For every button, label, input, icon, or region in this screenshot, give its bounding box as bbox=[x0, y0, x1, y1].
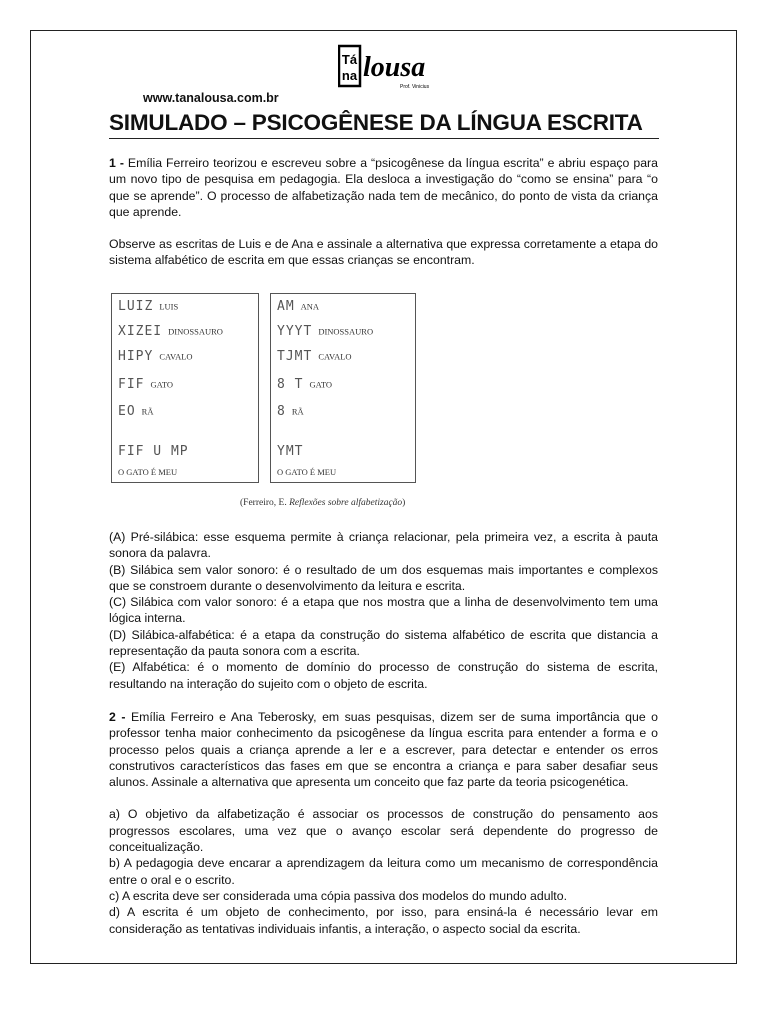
question-2-intro: 2 - Emília Ferreiro e Ana Teberosky, em suas pesquisas, dizem ser de suma importância que o professor tenha maior conhecimento da psicogênese da língua escrita para entender a forma e o processo pelos quais a criança aprende a ler e a escrever, para detectar e entender os erros construtivos característicos das fases em que se encontra a criança e para saber desafiar seus alunos. Assinale a alternativa que apresenta um conceito que faz parte da teoria psicogenética. bbox=[109, 710, 659, 790]
question-2-number: 2 - bbox=[109, 710, 126, 724]
option-b[interactable]: (B) Silábica sem valor sonoro: é o resultado de um dos esquemas mais importantes e complexos que se constroem durante o desenvolvimento da leitura e escrita. bbox=[109, 562, 658, 593]
title-divider bbox=[109, 138, 659, 139]
option-b[interactable]: b) A pedagogia deve encarar a aprendizagem da leitura como um mecanismo de correspondência entre o oral e o escrito. bbox=[109, 856, 658, 887]
figure-row: EO RÃ bbox=[118, 404, 154, 419]
option-a[interactable]: (A) Pré-silábica: esse esquema permite à criança relacionar, pela primeira vez, a escrita à pauta sonora da palavra. bbox=[109, 530, 658, 561]
question-1-prompt: Observe as escritas de Luis e de Ana e assinale a alternativa que expressa corretamente a etapa do sistema alfabético de escrita em que essas crianças se encontram. bbox=[109, 237, 658, 268]
option-d[interactable]: d) A escrita é um objeto de conhecimento, por isso, para ensiná-la é necessário levar em consideração as tentativas individuais infantis, a interação, o aspecto social da escrita. bbox=[109, 905, 658, 936]
figure-row: O GATO É MEU bbox=[277, 467, 337, 478]
site-url[interactable]: www.tanalousa.com.br bbox=[143, 91, 279, 105]
logo-word: lousa bbox=[363, 52, 426, 83]
handwriting-figure bbox=[111, 293, 421, 513]
figure-row: XIZEI DINOSSAURO bbox=[118, 324, 223, 339]
figure-row: 8 RÃ bbox=[277, 404, 304, 419]
logo-line2: na bbox=[341, 68, 358, 83]
option-d[interactable]: (D) Silábica-alfabética: é a etapa da construção do sistema alfabético de escrita que distancia a representação da pauta sonora com a escrita. bbox=[109, 627, 658, 659]
question-1-options bbox=[109, 529, 658, 692]
figure-row: YMT bbox=[277, 444, 304, 459]
figure-row: YYYT DINOSSAURO bbox=[277, 324, 374, 339]
luis-writing-panel bbox=[111, 293, 259, 483]
option-a[interactable]: a) O objetivo da alfabetização é associar os processos de construção do pensamento aos progressos escolares, uma vez que o avanço escolar será dependente do progresso de conceitualização. bbox=[109, 807, 658, 855]
page-title: SIMULADO – PSICOGÊNESE DA LÍNGUA ESCRITA bbox=[109, 110, 643, 135]
figure-row: TJMT CAVALO bbox=[277, 349, 352, 364]
question-1 bbox=[109, 155, 658, 269]
option-c[interactable]: c) A escrita deve ser considerada uma cópia passiva dos modelos do mundo adulto. bbox=[109, 888, 567, 903]
option-e[interactable]: (E) Alfabética: é o momento de domínio do processo de construção do sistema de escrita, resultando na interação do sujeito com o objeto de escrita. bbox=[109, 660, 658, 691]
logo-line1: Tá bbox=[341, 52, 358, 67]
figure-row: FIF GATO bbox=[118, 377, 173, 392]
logo-subtitle: Prof. Vinicius bbox=[400, 84, 430, 90]
option-c[interactable]: (C) Silábica com valor sonoro: é a etapa que nos mostra que a linha de desenvolvimento tem uma lógica interna. bbox=[109, 595, 658, 626]
question-1-intro: 1 - Emília Ferreiro teorizou e escreveu sobre a “psicogênese da língua escrita” e abriu espaço para um novo tipo de pesquisa em pedagogia. Ela desloca a investigação do “como se ensina” para “o que se aprende”. O processo de alfabetização nada tem de mecânico, do ponto de vista da criança que aprende. bbox=[109, 156, 658, 219]
figure-row: AM ANA bbox=[277, 299, 320, 314]
figure-caption: (Ferreiro, E. Reflexões sobre alfabetização) bbox=[240, 498, 406, 508]
figure-row: LUIZ LUIS bbox=[118, 299, 179, 314]
question-2 bbox=[109, 709, 658, 937]
figure-row: FIF U MP bbox=[118, 444, 189, 459]
figure-row: 8 T GATO bbox=[277, 377, 332, 392]
figure-row: O GATO É MEU bbox=[118, 467, 178, 478]
figure-row: HIPY CAVALO bbox=[118, 349, 193, 364]
ana-writing-panel bbox=[270, 293, 416, 483]
question-1-number: 1 - bbox=[109, 156, 124, 170]
tanalousa-logo bbox=[338, 44, 434, 92]
